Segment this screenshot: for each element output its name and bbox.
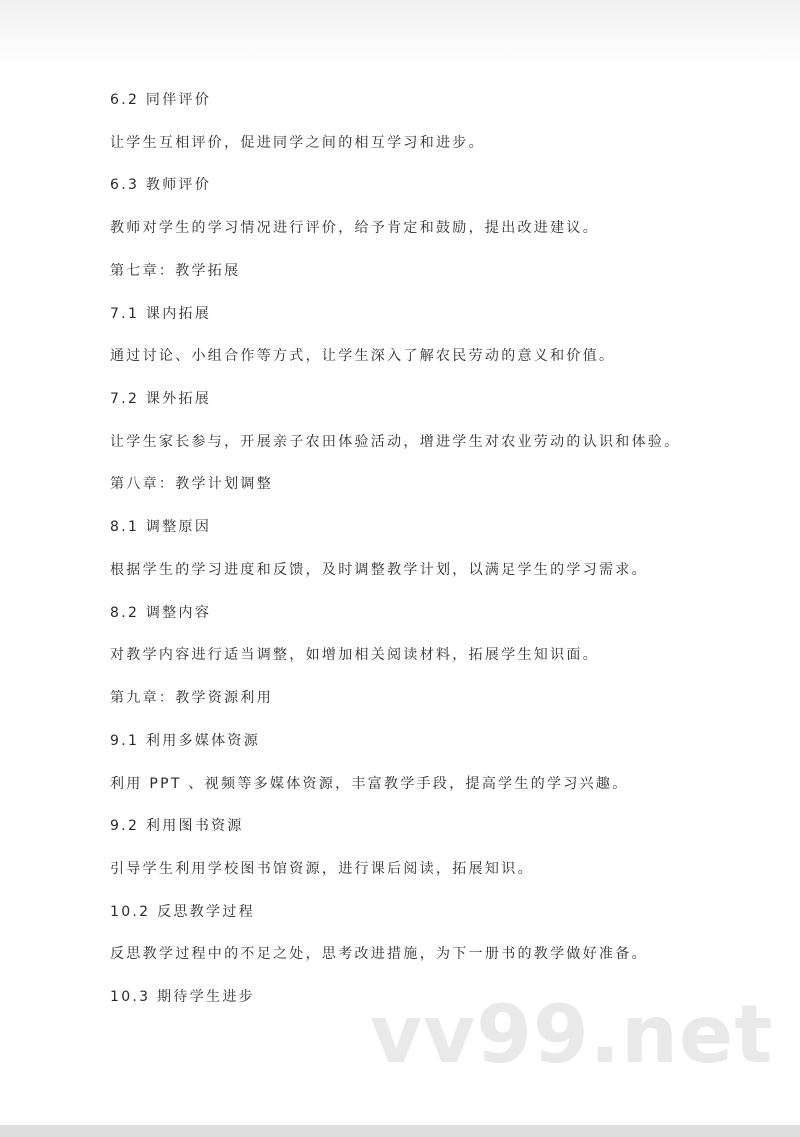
paragraph: 对教学内容进行适当调整，如增加相关阅读材料，拓展学生知识面。 — [110, 647, 599, 663]
section-heading-6-3: 6.3 教师评价 — [110, 177, 212, 193]
paragraph: 引导学生利用学校图书馆资源，进行课后阅读，拓展知识。 — [110, 861, 534, 877]
chapter-heading-9: 第九章：教学资源利用 — [110, 690, 273, 706]
page-bottom-edge — [0, 1125, 800, 1137]
paragraph: 利用 PPT 、视频等多媒体资源，丰富教学手段，提高学生的学习兴趣。 — [110, 776, 629, 792]
section-heading-7-2: 7.2 课外拓展 — [110, 391, 212, 407]
paragraph: 让学生家长参与，开展亲子农田体验活动，增进学生对农业劳动的认识和体验。 — [110, 434, 681, 450]
watermark: vv99.net — [370, 988, 774, 1081]
chapter-heading-7: 第七章：教学拓展 — [110, 263, 241, 279]
section-heading-9-1: 9.1 利用多媒体资源 — [110, 733, 261, 749]
section-heading-10-3: 10.3 期待学生进步 — [110, 989, 255, 1005]
paragraph: 根据学生的学习进度和反馈，及时调整教学计划，以满足学生的学习需求。 — [110, 562, 648, 578]
section-heading-8-1: 8.1 调整原因 — [110, 519, 212, 535]
section-heading-8-2: 8.2 调整内容 — [110, 605, 212, 621]
section-heading-10-2: 10.2 反思教学过程 — [110, 904, 255, 920]
section-heading-6-2: 6.2 同伴评价 — [110, 92, 212, 108]
paragraph: 反思教学过程中的不足之处，思考改进措施，为下一册书的教学做好准备。 — [110, 946, 648, 962]
paragraph: 让学生互相评价，促进同学之间的相互学习和进步。 — [110, 135, 485, 151]
section-heading-9-2: 9.2 利用图书资源 — [110, 818, 244, 834]
page-top-shade — [0, 0, 800, 70]
chapter-heading-8: 第八章：教学计划调整 — [110, 476, 273, 492]
paragraph: 通过讨论、小组合作等方式，让学生深入了解农民劳动的意义和价值。 — [110, 348, 616, 364]
section-heading-7-1: 7.1 课内拓展 — [110, 306, 212, 322]
paragraph: 教师对学生的学习情况进行评价，给予肯定和鼓励，提出改进建议。 — [110, 220, 599, 236]
